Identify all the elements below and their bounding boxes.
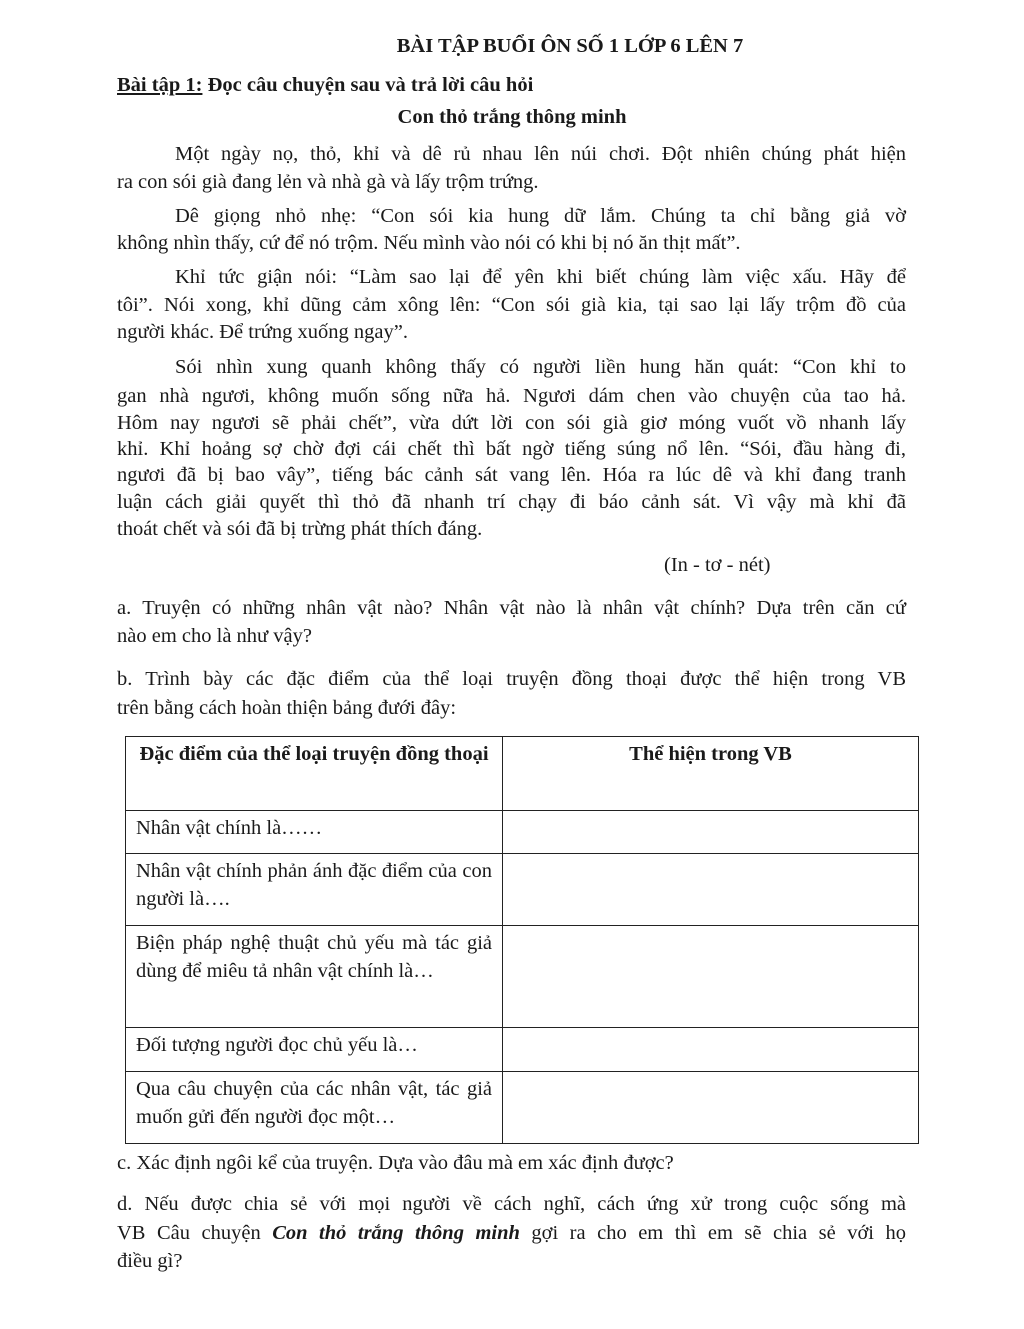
story-paragraph-4-line-6: luận cách giải quyết thì thỏ đã nhanh trí chạy đi báo cảnh sát. Vì vậy mà khỉ đã [117,491,906,513]
table-cell-answer[interactable] [503,854,919,926]
table-cell-feature: Qua câu chuyện của các nhân vật, tác giả muốn gửi đến người đọc một… [126,1072,503,1144]
story-paragraph-4-line-5: ngươi đã bị bao vây”, tiếng bác cảnh sát vang lên. Hóa ra lúc dê và khỉ đang tranh [117,464,906,486]
table-cell-feature: Đối tượng người đọc chủ yếu là… [126,1028,503,1072]
exercise-label: Bài tập 1: [117,74,203,96]
table-row [126,1072,919,1144]
story-paragraph-1-line-2: ra con sói già đang lẻn và nhà gà và lấy trộm trứng. [117,171,539,193]
story-paragraph-2-line-1: Dê giọng nhỏ nhẹ: “Con sói kia hung dữ lắm. Chúng ta chỉ bằng giả vờ [175,205,906,227]
question-b-line-1: b. Trình bày các đặc điểm của thể loại truyện đồng thoại được thể hiện trong VB [117,668,906,690]
story-paragraph-4-line-3: Hôm nay ngươi sẽ phải chết”, vừa dứt lời con sói già giơ móng vuốt vồ nhanh lấy [117,412,906,434]
question-d-line-3: điều gì? [117,1250,183,1272]
question-b-line-2: trên bằng cách hoàn thiện bảng đưới đây: [117,697,457,719]
table-header-expression: Thể hiện trong VB [503,737,919,811]
page-title: BÀI TẬP BUỔI ÔN SỐ 1 LỚP 6 LÊN 7 [396,35,744,57]
table-cell-feature: Biện pháp nghệ thuật chủ yếu mà tác giả dùng để miêu tả nhân vật chính là… [126,926,503,1028]
question-d-story-title: Con thỏ trắng thông minh [272,1222,520,1244]
story-paragraph-3-line-2: tôi”. Nói xong, khỉ dũng cảm xông lên: “Con sói già kia, tại sao lại lấy trộm đồ của [117,294,906,316]
story-title: Con thỏ trắng thông minh [397,106,627,128]
story-paragraph-4-line-7: thoát chết và sói đã bị trừng phát thích đáng. [117,518,483,540]
exercise-instruction: Đọc câu chuyện sau và trả lời câu hỏi [202,74,534,96]
story-paragraph-2-line-2: không nhìn thấy, cứ để nó trộm. Nếu mình vào nói có khi bị nó ăn thịt mất”. [117,232,741,254]
table-row [126,926,919,1028]
table-cell-feature: Nhân vật chính là…… [126,811,503,854]
question-c: c. Xác định ngôi kể của truyện. Dựa vào đâu mà em xác định được? [117,1152,674,1174]
question-d-text-before: VB Câu chuyện [117,1222,273,1244]
story-paragraph-4-line-2: gan nhà ngươi, không muốn sống nữa hả. Ngươi dám chen vào chuyện của tao hả. [117,385,906,407]
table-row [126,854,919,926]
question-a-line-1: a. Truyện có những nhân vật nào? Nhân vật nào là nhân vật chính? Dựa trên căn cứ [117,597,906,619]
table-cell-answer[interactable] [503,811,919,854]
features-table [125,736,919,1144]
table-cell-feature: Nhân vật chính phản ánh đặc điểm của con người là…. [126,854,503,926]
story-source: (In - tơ - nét) [664,554,771,576]
table-cell-answer[interactable] [503,1072,919,1144]
exercise-heading [117,72,533,98]
story-paragraph-1-line-1: Một ngày nọ, thỏ, khỉ và dê rủ nhau lên núi chơi. Đột nhiên chúng phát hiện [175,143,906,165]
table-cell-answer[interactable] [503,926,919,1028]
question-d-line-2 [117,1220,906,1246]
question-a-line-2: nào em cho là như vậy? [117,625,312,647]
table-header-row [126,737,919,811]
story-paragraph-3-line-1: Khỉ tức giận nói: “Làm sao lại để yên khi biết chúng làm việc xấu. Hãy để [175,266,906,288]
question-d-line-1: d. Nếu được chia sẻ với mọi người về cách nghĩ, cách ứng xử trong cuộc sống mà [117,1193,906,1215]
table-header-feature: Đặc điểm của thể loại truyện đồng thoại [126,737,503,811]
question-d-text-after: gợi ra cho em thì em sẽ chia sẻ với họ [519,1222,907,1244]
story-paragraph-4-line-4: khỉ. Khỉ hoảng sợ chờ đợi cái chết thì bất ngờ tiếng súng nổ lên. “Sói, đầu hàng đi, [117,438,906,460]
table-cell-answer[interactable] [503,1028,919,1072]
table-row [126,811,919,854]
story-paragraph-3-line-3: người khác. Để trứng xuống ngay”. [117,321,408,343]
story-paragraph-4-line-1: Sói nhìn xung quanh không thấy có người liền hung hăn quát: “Con khỉ to [175,356,906,378]
table-row [126,1028,919,1072]
